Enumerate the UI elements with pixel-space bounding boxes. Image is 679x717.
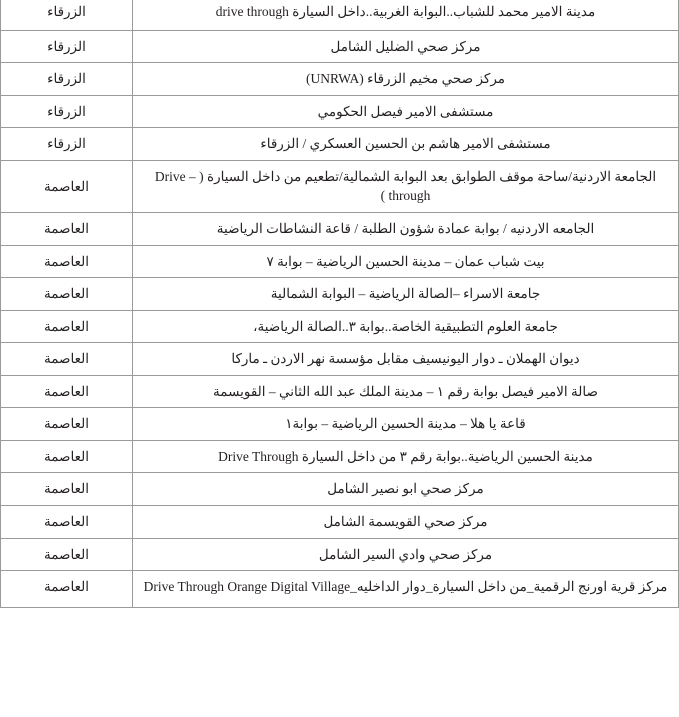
governorate-cell: العاصمة [1,538,133,571]
governorate-cell: العاصمة [1,473,133,506]
table-row [1,538,679,571]
governorate-cell: العاصمة [1,245,133,278]
site-cell: مركز صحي مخيم الزرقاء (UNRWA) [133,63,679,96]
table-row [1,310,679,343]
table-row [1,0,679,30]
table-row [1,160,679,212]
table-row [1,278,679,311]
table-row [1,473,679,506]
governorate-cell: العاصمة [1,440,133,473]
governorate-cell: الزرقاء [1,0,133,30]
site-cell: مركز صحي ابو نصير الشامل [133,473,679,506]
locations-table-body [1,0,679,607]
table-row [1,95,679,128]
site-cell: قاعة يا هلا – مدينة الحسين الرياضية – بوابة١ [133,408,679,441]
site-cell: جامعة العلوم التطبيقية الخاصة..بوابة ٣..الصالة الرياضية، [133,310,679,343]
governorate-cell: العاصمة [1,506,133,539]
governorate-cell: العاصمة [1,310,133,343]
governorate-cell: الزرقاء [1,30,133,63]
table-row [1,128,679,161]
governorate-cell: العاصمة [1,160,133,212]
table-row [1,343,679,376]
site-cell: مستشفى الامير هاشم بن الحسين العسكري / الزرقاء [133,128,679,161]
governorate-cell: العاصمة [1,571,133,608]
governorate-cell: الزرقاء [1,95,133,128]
governorate-cell: الزرقاء [1,128,133,161]
governorate-cell: العاصمة [1,278,133,311]
governorate-cell: الزرقاء [1,63,133,96]
site-cell: مركز صحي القويسمة الشامل [133,506,679,539]
table-row [1,63,679,96]
table-row [1,245,679,278]
site-cell: مركز قرية اورنج الرقمية_من داخل السيارة_دوار الداخليه_Drive Through Orange Digital Village [133,571,679,608]
table-row [1,506,679,539]
site-cell: الجامعة الاردنية/ساحة موقف الطوابق بعد البوابة الشمالية/تطعيم من داخل السيارة ( Drive – through ) [133,160,679,212]
site-cell: جامعة الاسراء –الصالة الرياضية – البوابة الشمالية [133,278,679,311]
site-cell: ديوان الهملان ـ دوار اليونيسيف مقابل مؤسسة نهر الاردن ـ ماركا [133,343,679,376]
governorate-cell: العاصمة [1,375,133,408]
table-row [1,571,679,608]
table-row [1,440,679,473]
site-cell: بيت شباب عمان – مدينة الحسين الرياضية – بوابة ٧ [133,245,679,278]
site-cell: مدينة الامير محمد للشباب..البوابة الغربية..داخل السيارة drive through [133,0,679,30]
site-cell: مركز صحي الضليل الشامل [133,30,679,63]
table-row [1,212,679,245]
table-row [1,30,679,63]
site-cell: الجامعه الاردنيه / بوابة عمادة شؤون الطلبة / قاعة النشاطات الرياضية [133,212,679,245]
site-cell: صالة الامير فيصل بوابة رقم ١ – مدينة الملك عبد الله الثاني – القويسمة [133,375,679,408]
governorate-cell: العاصمة [1,408,133,441]
table-row [1,408,679,441]
site-cell: مركز صحي وادي السير الشامل [133,538,679,571]
table-row [1,375,679,408]
site-cell: مستشفى الامير فيصل الحكومي [133,95,679,128]
site-cell: مدينة الحسين الرياضية..بوابة رقم ٣ من داخل السيارة Drive Through [133,440,679,473]
governorate-cell: العاصمة [1,343,133,376]
governorate-cell: العاصمة [1,212,133,245]
